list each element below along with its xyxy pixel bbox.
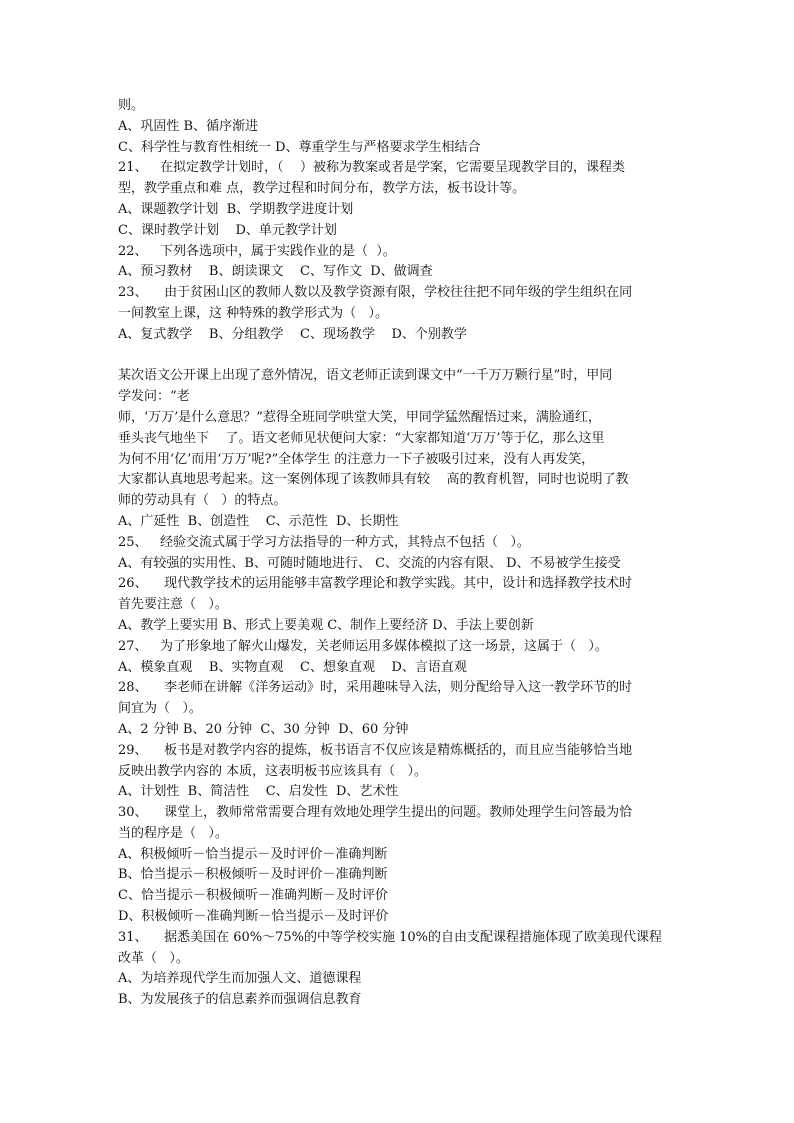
text-line: A、为培养现代学生而加强人文、道德课程 [118,971,362,987]
text-line: 师的劳动具有（ ）的特点。 [118,493,287,509]
text-line: 26、 现代教学技术的运用能够丰富教学理论和教学实践。其中，设计和选择教学技术时 [118,576,633,592]
text-line: B、恰当提示－积极倾听－及时评价－准确判断 [118,867,388,883]
text-line: A、预习教材 B、朗读课文 C、写作文 D、做调查 [118,264,433,280]
document-page [118,96,680,1011]
text-line: A、积极倾听－恰当提示－及时评价－准确判断 [118,846,388,862]
text-line: 21、 在拟定教学计划时，（ ）被称为教案或者是学案，它需要呈现教学目的，课程类 [118,160,625,176]
text-line: A、广延性 B、创造性 C、示范性 D、长期性 [118,513,399,529]
text-line: 一间教室上课，这 种特殊的教学形式为（ ）。 [118,305,389,321]
text-line: 间宜为（ ）。 [118,701,202,717]
text-line: 某次语文公开课上出现了意外情况，语文老师正读到课文中“一千万万颗行星”时，甲同 [118,368,613,384]
text-line: 大家都认真地思考起来。这一案例体现了该教师具有较 高的教育机智，同时也说明了教 [118,472,629,488]
text-line: 为何不用‘亿’而用‘万万’呢?”全体学生 的注意力一下子被吸引过来，没有人再发笑， [118,451,595,467]
text-line: B、为发展孩子的信息素养而强调信息教育 [118,992,362,1008]
text-line: 23、 由于贫困山区的教师人数以及教学资源有限，学校往往把不同年级的学生组织在同 [118,285,633,301]
text-line: A、巩固性 B、循序渐进 [118,118,259,134]
text-line: 则。 [118,98,145,113]
text-line: A、有较强的实用性、B、可随时随地进行、 C、交流的内容有限、 D、不易被学生接受 [118,555,621,571]
text-line: 垂头丧气地坐下 了。语文老师见状便问大家：“大家都知道‘万万’等于亿，那么这里 [118,430,605,446]
text-line: 31、 据悉美国在 60%～75%的中等学校实施 10%的自由支配课程措施体现了欧美现代课程 [118,929,663,945]
text-line: 改革（ ）。 [118,950,189,966]
text-line: 29、 板书是对教学内容的提炼，板书语言不仅应该是精炼概括的，而且应当能够恰当地 [118,742,633,758]
text-line: A、教学上要实用 B、形式上要美观 C、制作上要经济 D、手法上要创新 [118,617,534,633]
text-line: C、课时教学计划 D、单元教学计划 [118,222,337,238]
text-line: 25、 经验交流式属于学习方法指导的一种方式，其特点不包括（ ）。 [118,534,530,550]
text-line: 首先要注意（ ）。 [118,597,228,613]
text-line: 型，教学重点和难 点，教学过程和时间分布，教学方法，板书设计等。 [118,181,526,197]
text-line: 反映出教学内容的 本质，这表明板书应该具有（ ）。 [118,763,428,779]
text-line: 28、 李老师在讲解《洋务运动》时，采用趣味导入法，则分配给导入这一教学环节的时 [118,680,633,696]
text-line: A、模象直观 B、实物直观 C、想象直观 D、言语直观 [118,659,467,675]
text-line: A、课题教学计划 B、学期教学进度计划 [118,201,354,217]
text-line: C、恰当提示－积极倾听－准确判断－及时评价 [118,888,388,904]
text-line: 22、 下列各选项中，属于实践作业的是（ ）。 [118,243,396,259]
text-line: 学发问：“老 [118,389,190,405]
text-line: 师，‘万万’是什么意思？”惹得全班同学哄堂大笑，甲同学猛然醒悟过来，满脸通红， [118,409,601,425]
text-line: 当的程序是（ ）。 [118,825,228,841]
text-line: D、积极倾听－准确判断－恰当提示－及时评价 [118,909,389,925]
text-line: 30、 课堂上，教师常常需要合理有效地处理学生提出的问题。教师处理学生问答最为恰 [118,805,633,821]
text-line: A、计划性 B、简洁性 C、启发性 D、艺术性 [118,784,399,800]
text-line: A、2 分钟 B、20 分钟 C、30 分钟 D、60 分钟 [118,721,409,737]
text-line: A、复式教学 B、分组教学 C、现场教学 D、个别教学 [118,326,467,342]
text-line: C、科学性与教育性相统一 D、尊重学生与严格要求学生相结合 [118,139,481,155]
blank-line [118,346,680,367]
text-line: 27、 为了形象地了解火山爆发，关老师运用多媒体模拟了这一场景，这属于（ ）。 [118,638,608,654]
